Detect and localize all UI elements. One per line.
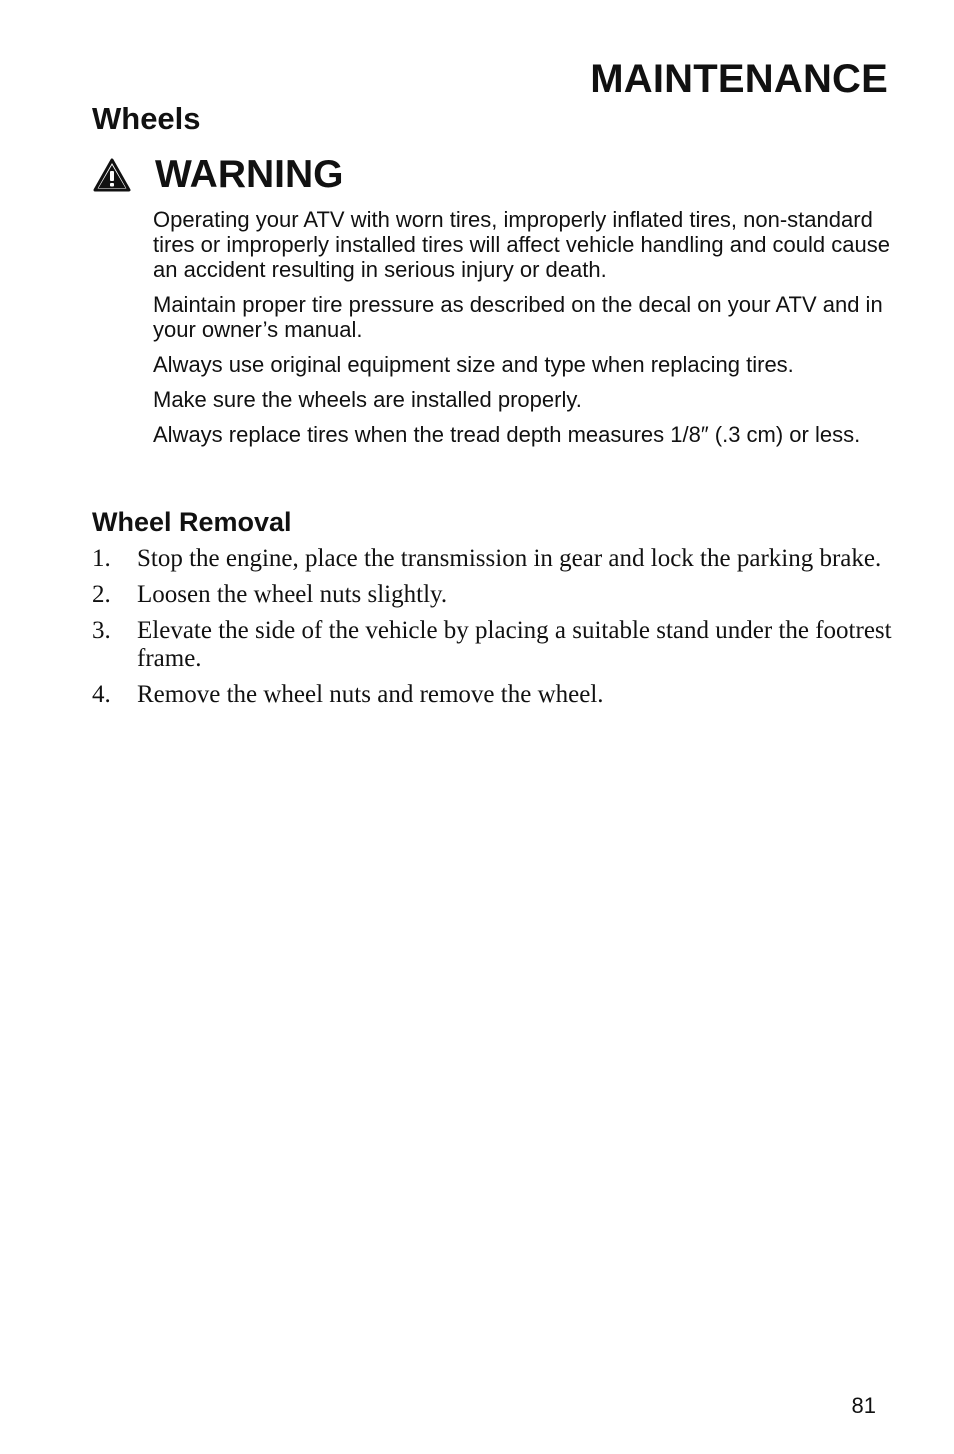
step-text: Loosen the wheel nuts slightly. [137,581,448,608]
page-number: 81 [851,1393,876,1418]
step-text: Remove the wheel nuts and remove the wheel. [137,681,604,708]
warning-body [153,207,898,457]
wheel-removal-title: Wheel Removal [92,507,292,537]
warning-paragraph: Always replace tires when the tread depth measures 1/8″ (.3 cm) or less. [153,422,861,447]
warning-paragraph: Operating your ATV with worn tires, improperly inflated tires, non-standard tires or improperly installed tires will affect vehicle handling and could cause an accident resulting in serious injury or death. [153,207,890,282]
chapter-title: MAINTENANCE [590,57,888,101]
warning-paragraph: Maintain proper tire pressure as described on the decal on your ATV and in your owner’s manual. [153,292,883,342]
list-item [92,681,902,709]
section-title: Wheels [92,101,201,136]
warning-header [92,152,344,198]
warning-triangle-icon [92,155,132,195]
step-number: 3. [92,617,111,644]
list-item [92,581,902,609]
step-text: Stop the engine, place the transmission in gear and lock the parking brake. [137,545,882,572]
warning-paragraph: Always use original equipment size and type when replacing tires. [153,352,794,377]
wheel-removal-steps [92,545,902,717]
step-number: 4. [92,681,111,708]
warning-paragraph: Make sure the wheels are installed properly. [153,387,582,412]
step-number: 2. [92,581,111,608]
list-item [92,617,902,673]
step-text: Elevate the side of the vehicle by placing a suitable stand under the footrest frame. [137,617,892,672]
list-item [92,545,902,573]
step-number: 1. [92,545,111,572]
warning-title: WARNING [155,153,344,196]
